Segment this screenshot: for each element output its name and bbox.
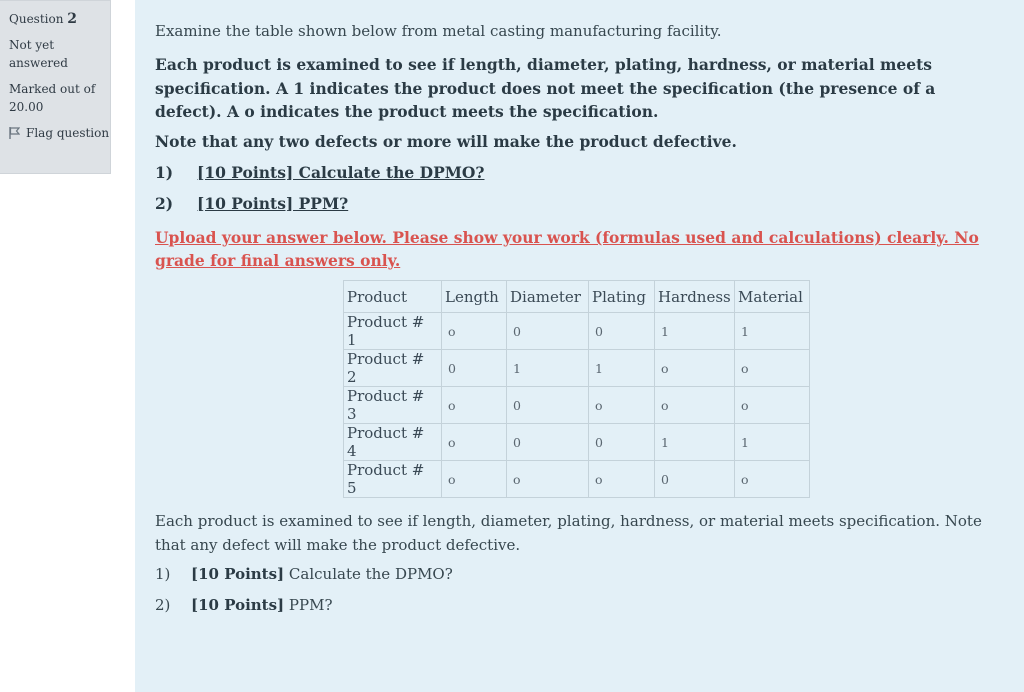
note-text: Note that any two defects or more will make the product defective.	[155, 132, 737, 151]
repeat-item-2	[155, 596, 333, 614]
table-row	[344, 350, 810, 387]
repeat-item-1-number: 1)	[155, 565, 171, 583]
table-row	[344, 387, 810, 424]
repeat-instruction-text: Each product is examined to see if length, diameter, plating, hardness, or material meets specification. Note that any defect will make the product defective.	[155, 512, 982, 554]
table-cell: o	[655, 387, 735, 424]
flag-icon[interactable]	[9, 126, 20, 144]
table-header-row	[344, 281, 810, 313]
table-cell: o	[442, 387, 507, 424]
table-cell: 0	[655, 461, 735, 498]
repeat-item-1-text: Calculate the DPMO?	[284, 565, 453, 583]
table-row	[344, 461, 810, 498]
question-number	[9, 10, 110, 28]
repeat-item-1-points: [10 Points]	[191, 565, 285, 583]
table-header-cell: Material	[735, 281, 810, 313]
table-row	[344, 424, 810, 461]
repeat-item-2-points: [10 Points]	[191, 596, 285, 614]
question-info-panel	[0, 0, 111, 174]
intro-text: Examine the table shown below from metal casting manufacturing facility.	[155, 22, 722, 40]
table-cell: 1	[735, 313, 810, 350]
question-item-1	[155, 163, 485, 182]
question-item-2	[155, 194, 348, 213]
table-header-cell: Product	[344, 281, 442, 313]
table-cell: 0	[442, 350, 507, 387]
repeat-item-2-number: 2)	[155, 596, 171, 614]
table-cell: o	[735, 461, 810, 498]
table-row	[344, 313, 810, 350]
table-header-cell: Plating	[589, 281, 655, 313]
table-cell: Product # 1	[344, 313, 442, 350]
defect-table	[343, 280, 810, 498]
table-cell: Product # 4	[344, 424, 442, 461]
table-header-cell: Diameter	[507, 281, 589, 313]
question-item-1-number: 1)	[155, 163, 174, 182]
table-cell: 1	[735, 424, 810, 461]
table-cell: Product # 2	[344, 350, 442, 387]
table-cell: o	[442, 461, 507, 498]
question-grade: Marked out of 20.00	[9, 82, 96, 114]
table-cell: 1	[655, 313, 735, 350]
table-cell: 1	[589, 350, 655, 387]
table-cell: 0	[507, 424, 589, 461]
question-number-value: 2	[67, 11, 78, 27]
table-cell: o	[655, 350, 735, 387]
question-label: Question	[9, 12, 64, 26]
question-state: Not yet answered	[9, 38, 68, 70]
table-cell: 0	[589, 313, 655, 350]
table-cell: 1	[655, 424, 735, 461]
table-cell: o	[735, 387, 810, 424]
table-header-cell: Hardness	[655, 281, 735, 313]
table-cell: o	[442, 313, 507, 350]
table-cell: o	[507, 461, 589, 498]
question-content	[135, 0, 1024, 692]
table-header-cell: Length	[442, 281, 507, 313]
table-cell: o	[735, 350, 810, 387]
specification-text: Each product is examined to see if length, diameter, plating, hardness, or material meets specification. A 1 indicates the product does not meet the specification (the presence of a defect). A o indicates the product meets the specification.	[155, 55, 936, 121]
repeat-item-2-text: PPM?	[284, 596, 333, 614]
question-item-2-text: [10 Points] PPM?	[197, 194, 349, 213]
table-cell: 0	[507, 387, 589, 424]
table-cell: 0	[507, 313, 589, 350]
table-cell: Product # 3	[344, 387, 442, 424]
flag-question-link[interactable]	[9, 124, 110, 144]
question-item-2-number: 2)	[155, 194, 174, 213]
question-item-1-text: [10 Points] Calculate the DPMO?	[197, 163, 485, 182]
flag-label[interactable]: Flag question	[26, 126, 110, 140]
upload-instruction: Upload your answer below. Please show your work (formulas used and calculations) clearly. No grade for final answers only.	[155, 228, 979, 270]
table-cell: o	[442, 424, 507, 461]
table-cell: 0	[589, 424, 655, 461]
table-cell: 1	[507, 350, 589, 387]
table-cell: o	[589, 461, 655, 498]
table-cell: o	[589, 387, 655, 424]
repeat-item-1	[155, 565, 453, 583]
table-cell: Product # 5	[344, 461, 442, 498]
